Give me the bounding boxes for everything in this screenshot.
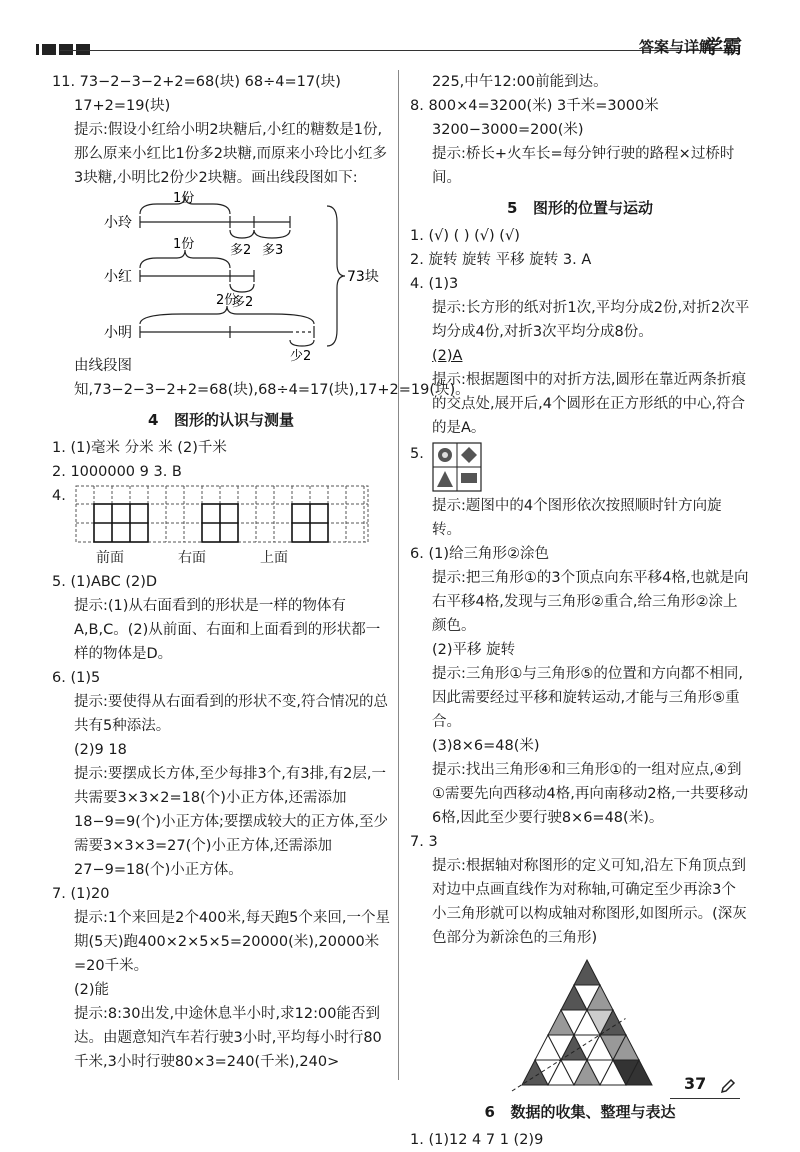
triangle-symmetry-figure bbox=[410, 954, 750, 1094]
label-share1-b: 1份 bbox=[173, 237, 195, 252]
view-front-label: 前面 bbox=[96, 550, 124, 566]
section-6-heading bbox=[410, 1100, 750, 1124]
s5-q5-label: 5. bbox=[410, 446, 424, 462]
three-views-grid bbox=[74, 484, 374, 546]
view-right-label: 右面 bbox=[178, 550, 206, 566]
q8-line1: 8. 800×4=3200(米) 3千米=3000米 bbox=[410, 98, 659, 114]
s6-q1: 1. (1)12 4 7 1 (2)9 bbox=[410, 1132, 544, 1148]
right-column bbox=[410, 70, 750, 1152]
s4-q7-answer2: (2)能 bbox=[74, 982, 110, 998]
s4-q2: 2. 1000000 9 3. B bbox=[52, 464, 182, 480]
s4-q6-hint2: 提示:要摆成长方体,至少每排3个,有3排,有2层,一共需要3×3×2=18(个)小正方体,还需添加18−9=9(个)小正方体;要摆成较大的正方体,至少需要3×3×3=27(个)小正方体,还需添加27−9=18(个)小正方体。 bbox=[74, 766, 389, 878]
triangle-cell bbox=[574, 960, 600, 985]
s5-q7-hint: 提示:根据轴对称图形的定义可知,沿左下角顶点到对边中点画直线作为对称轴,可确定至少再涂3个小三角形就可以构成轴对称图形,如图所示。(深灰色部分为新涂色的三角形) bbox=[432, 858, 747, 946]
s5-q4-answer1: 4. (1)3 bbox=[410, 276, 459, 292]
label-xiaohong: 小红 bbox=[104, 269, 132, 285]
label-share1-a: 1份 bbox=[173, 191, 195, 206]
s5-q5 bbox=[410, 442, 750, 492]
s5-q6-answer1: 6. (1)给三角形②涂色 bbox=[410, 546, 549, 562]
s5-q1: 1. (√) ( ) (√) (√) bbox=[410, 228, 520, 244]
s4-q4-label: 4. bbox=[52, 488, 66, 504]
label-share2: 2份 bbox=[216, 293, 238, 308]
section-6-number: 6 bbox=[484, 1103, 495, 1121]
s4-q5-hint: 提示:(1)从右面看到的形状是一样的物体有A,B,C。(2)从前面、右面和上面看到的形状都一样的物体是D。 bbox=[74, 598, 381, 662]
page-number-rule bbox=[670, 1098, 740, 1099]
s4-q6-hint1: 提示:要使得从右面看到的形状不变,符合情况的总共有5种添法。 bbox=[74, 694, 388, 734]
s5-q6-hint3: 提示:找出三角形④和三角形①的一组对应点,④到①需要先向西移动4格,再向南移动2格,一共要移动6格,因此至少要行驶8×6=48(米)。 bbox=[432, 762, 749, 826]
section-5-title: 图形的位置与运动 bbox=[533, 199, 654, 217]
s4-q6-answer1: 6. (1)5 bbox=[52, 670, 101, 686]
section-5-number: 5 bbox=[506, 199, 518, 217]
rotation-figures bbox=[432, 442, 482, 492]
s4-q1: 1. (1)毫米 分米 米 (2)千米 bbox=[52, 440, 227, 456]
s4-q4 bbox=[52, 484, 390, 546]
label-more2-b: 多2 bbox=[232, 295, 254, 310]
q11-conclusion: 由线段图知,73−2−3−2+2=68(块),68÷4=17(块),17+2=19(块)。 bbox=[74, 358, 470, 398]
s5-q5-hint: 提示:题图中的4个图形依次按照顺时针方向旋转。 bbox=[432, 498, 722, 538]
section-5-heading bbox=[410, 196, 750, 220]
header-title: 答案与详解 bbox=[638, 38, 714, 56]
s5-q6-hint2: 提示:三角形①与三角形⑤的位置和方向都不相同,因此需要经过平移和旋转运动,才能与三角形⑤重合。 bbox=[432, 666, 743, 730]
label-xiaoling: 小玲 bbox=[104, 215, 132, 231]
label-more2-a: 多2 bbox=[230, 243, 252, 258]
page-number: 37 bbox=[684, 1074, 707, 1093]
line-segment-diagram bbox=[52, 191, 390, 364]
s5-q7-answer: 7. 3 bbox=[410, 834, 438, 850]
q11-answer-line2: 17+2=19(块) bbox=[74, 98, 171, 114]
section-4-heading bbox=[52, 408, 390, 432]
pencil-icon bbox=[720, 1078, 736, 1094]
label-total: 73块 bbox=[347, 269, 379, 285]
s5-q6-answer2: (2)平移 旋转 bbox=[432, 642, 516, 658]
s5-q2: 2. 旋转 旋转 平移 旋转 3. A bbox=[410, 252, 592, 268]
s4-q7-answer1: 7. (1)20 bbox=[52, 886, 110, 902]
q11-hint: 提示:假设小红给小明2块糖后,小红的糖数是1份,那么原来小红比1份多2块糖,而原来小玲比小红多3块糖,小明比2份少2块糖。画出线段图如下: bbox=[74, 122, 388, 186]
s5-q6-hint1: 提示:把三角形①的3个顶点向东平移4格,也就是向右平移4格,发现与三角形②重合,给三角形②涂上颜色。 bbox=[432, 570, 749, 634]
view-top-label: 上面 bbox=[260, 550, 288, 566]
section-4-title: 图形的认识与测量 bbox=[174, 411, 295, 429]
label-less2: 少2 bbox=[290, 349, 312, 364]
q8-line2: 3200−3000=200(米) bbox=[432, 122, 584, 138]
three-views-labels bbox=[52, 546, 390, 570]
s4-q7-hint2: 提示:8:30出发,中途休息半小时,求12:00能否到达。由题意知汽车若行驶3小时,平均每小时行80千米,3小时行驶80×3=240(千米),240> bbox=[74, 1006, 382, 1070]
s5-q6-answer3: (3)8×6=48(米) bbox=[432, 738, 540, 754]
s4-q7-hint1: 提示:1个来回是2个400米,每天跑5个来回,一个星期(5天)跑400×2×5×5=20000(米),20000米=20千米。 bbox=[74, 910, 390, 974]
s4-q6-answer2: (2)9 18 bbox=[74, 742, 127, 758]
s5-q4-hint2: 提示:根据题图中的对折方法,圆形在靠近两条折痕的交点处,展开后,4个圆形在正方形纸的中心,符合的是A。 bbox=[432, 372, 746, 436]
header-brand-logo: 学霸 bbox=[703, 36, 742, 58]
section-4-number: 4 bbox=[147, 411, 159, 429]
q7-continuation: 225,中午12:00前能到达。 bbox=[432, 74, 608, 90]
section-6-title: 数据的收集、整理与表达 bbox=[510, 1103, 676, 1121]
s5-q4-hint1: 提示:长方形的纸对折1次,平均分成2份,对折2次平均分成4份,对折3次平均分成8份。 bbox=[432, 300, 750, 340]
label-xiaoming: 小明 bbox=[104, 325, 132, 341]
q11-answer-line1: 11. 73−2−3−2+2=68(块) 68÷4=17(块) bbox=[52, 74, 341, 90]
s5-q4-answer2: (2)A bbox=[432, 348, 463, 364]
column-divider bbox=[398, 70, 399, 1080]
label-more3: 多3 bbox=[262, 243, 284, 258]
s4-q5-answer: 5. (1)ABC (2)D bbox=[52, 574, 158, 590]
q8-hint: 提示:桥长+火车长=每分钟行驶的路程×过桥时间。 bbox=[432, 146, 735, 186]
